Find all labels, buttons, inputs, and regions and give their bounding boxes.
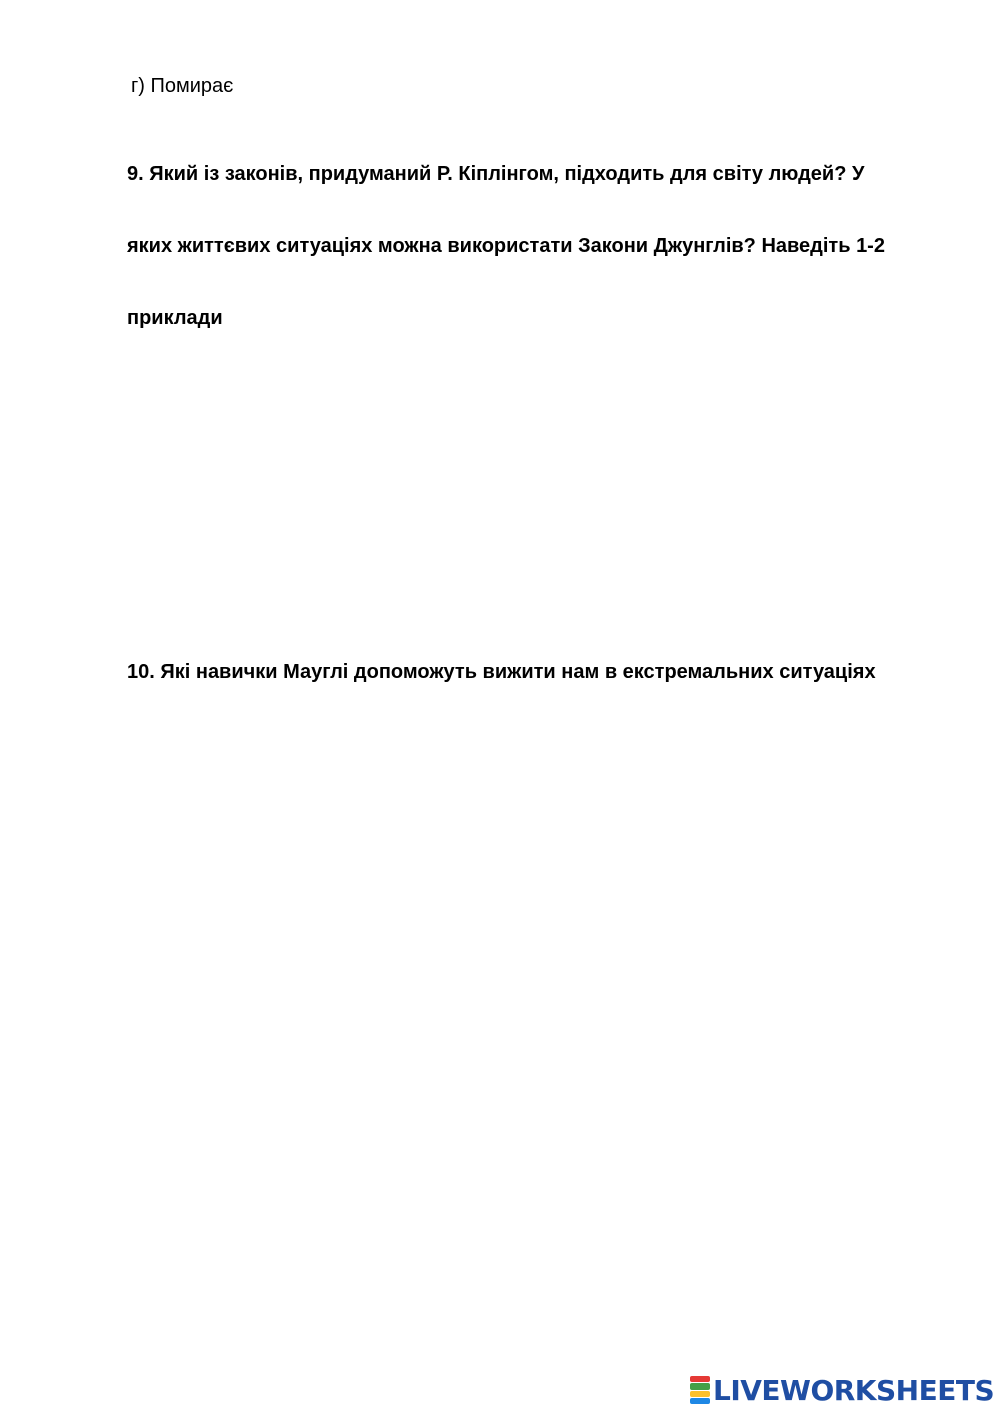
question-9-line-1: 9. Який із законів, придуманий Р. Кіплінгом, підходить для світу людей? У bbox=[127, 163, 865, 185]
answer-option-g: г) Помирає bbox=[131, 75, 234, 97]
question-9-line-2: яких життєвих ситуаціях можна використати Закони Джунглів? Наведіть 1-2 bbox=[127, 235, 885, 257]
liveworksheets-logo-icon bbox=[690, 1376, 710, 1404]
liveworksheets-logo-text: LIVEWORKSHEETS bbox=[713, 1373, 995, 1407]
question-9-line-3: приклади bbox=[127, 307, 223, 329]
question-10: 10. Які навички Мауглі допоможуть вижити нам в екстремальних ситуаціях bbox=[127, 661, 876, 683]
liveworksheets-logo bbox=[690, 1373, 994, 1407]
